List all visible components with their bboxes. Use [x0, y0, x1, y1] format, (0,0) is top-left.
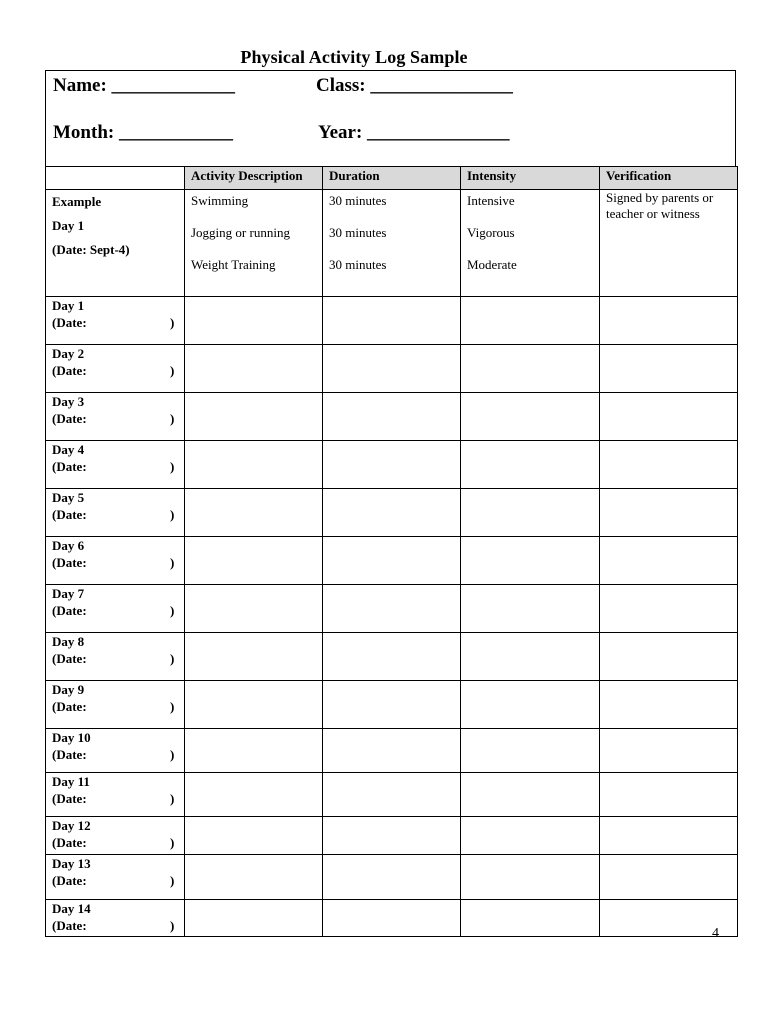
intensity-cell[interactable]: [461, 855, 600, 900]
day-date: [52, 554, 184, 571]
header-duration: Duration: [323, 167, 461, 190]
example-intensity: Moderate: [467, 257, 517, 272]
class-field[interactable]: Class: _______________: [316, 75, 513, 96]
page-title: [46, 47, 738, 68]
activity-cell[interactable]: [185, 900, 323, 937]
day-label: [46, 817, 185, 855]
day-number: Day 7: [52, 586, 85, 601]
day-label: [46, 345, 185, 393]
day-date-label: (Date:: [52, 651, 87, 666]
table-row: [46, 900, 738, 937]
day-number: Day 3: [52, 394, 85, 409]
day-date-close: ): [170, 791, 175, 806]
verification-cell[interactable]: [600, 729, 738, 773]
intensity-cell[interactable]: [461, 773, 600, 817]
verification-cell[interactable]: [600, 297, 738, 345]
day-label: [46, 441, 185, 489]
example-duration: 30 minutes: [329, 257, 387, 272]
intensity-cell[interactable]: [461, 681, 600, 729]
day-date-close: ): [170, 873, 175, 888]
day-date-close: ): [170, 363, 175, 378]
day-number: Day 10: [52, 730, 91, 745]
intensity-cell[interactable]: [461, 489, 600, 537]
example-label-line1: Example: [52, 194, 102, 209]
duration-cell[interactable]: [323, 537, 461, 585]
intensity-cell[interactable]: [461, 585, 600, 633]
day-date-close: ): [170, 603, 175, 618]
day-date-close: ): [170, 411, 175, 426]
day-date-label: (Date:: [52, 603, 87, 618]
duration-cell[interactable]: [323, 441, 461, 489]
verification-cell[interactable]: [600, 855, 738, 900]
activity-cell[interactable]: [185, 817, 323, 855]
day-number: Day 5: [52, 490, 85, 505]
duration-cell[interactable]: [323, 633, 461, 681]
title-text: Physical Activity Log Sample: [240, 47, 468, 67]
header-intensity: Intensity: [461, 167, 600, 190]
activity-cell[interactable]: [185, 773, 323, 817]
day-date-close: ): [170, 918, 175, 933]
day-number: Day 14: [52, 901, 91, 916]
example-duration: 30 minutes: [329, 193, 387, 208]
day-date: [52, 698, 184, 715]
table-row: [46, 817, 738, 855]
day-date-close: ): [170, 835, 175, 850]
day-label: [46, 489, 185, 537]
example-label: [46, 190, 185, 297]
activity-cell[interactable]: [185, 681, 323, 729]
day-date-label: (Date:: [52, 873, 87, 888]
day-date-label: (Date:: [52, 791, 87, 806]
verification-cell[interactable]: [600, 441, 738, 489]
intensity-cell[interactable]: [461, 345, 600, 393]
example-activity: Swimming: [191, 193, 249, 208]
intensity-cell[interactable]: [461, 900, 600, 937]
table-row: [46, 681, 738, 729]
day-date-close: ): [170, 315, 175, 330]
day-date-label: (Date:: [52, 918, 87, 933]
duration-cell[interactable]: [323, 345, 461, 393]
activity-cell[interactable]: [185, 489, 323, 537]
activity-cell[interactable]: [185, 441, 323, 489]
day-date-close: ): [170, 555, 175, 570]
day-date: [52, 746, 184, 763]
duration-cell[interactable]: [323, 585, 461, 633]
verification-cell[interactable]: [600, 345, 738, 393]
verification-cell[interactable]: [600, 585, 738, 633]
day-label: [46, 681, 185, 729]
page-number: 4: [712, 926, 719, 941]
year-field[interactable]: Year: _______________: [318, 122, 510, 143]
day-date-close: ): [170, 699, 175, 714]
day-date: [52, 314, 184, 331]
day-label: [46, 633, 185, 681]
intensity-cell[interactable]: [461, 537, 600, 585]
intensity-cell[interactable]: [461, 393, 600, 441]
day-number: Day 11: [52, 774, 90, 789]
activity-cell[interactable]: [185, 537, 323, 585]
activity-cell[interactable]: [185, 585, 323, 633]
day-number: Day 12: [52, 818, 91, 833]
table-row: [46, 855, 738, 900]
example-duration: 30 minutes: [329, 225, 387, 240]
day-date: [52, 458, 184, 475]
day-date-label: (Date:: [52, 747, 87, 762]
table-row: [46, 537, 738, 585]
example-intensity: Vigorous: [467, 225, 515, 240]
intensity-cell[interactable]: [461, 729, 600, 773]
verification-cell[interactable]: [600, 489, 738, 537]
name-field[interactable]: Name: _____________: [53, 75, 236, 96]
verification-cell[interactable]: [600, 537, 738, 585]
intensity-cell[interactable]: [461, 633, 600, 681]
verification-cell[interactable]: [600, 393, 738, 441]
example-label-line2: Day 1: [52, 218, 85, 233]
day-number: Day 4: [52, 442, 85, 457]
intensity-cell[interactable]: [461, 441, 600, 489]
intensity-cell[interactable]: [461, 817, 600, 855]
day-date: [52, 917, 184, 934]
day-date: [52, 410, 184, 427]
day-date-label: (Date:: [52, 835, 87, 850]
activity-log-table: [45, 166, 738, 937]
month-field[interactable]: Month: ____________: [53, 122, 233, 143]
day-label: [46, 729, 185, 773]
day-label: [46, 585, 185, 633]
day-label: [46, 537, 185, 585]
example-verification: Signed by parents or teacher or witness: [600, 190, 738, 297]
day-number: Day 6: [52, 538, 85, 553]
day-date-label: (Date:: [52, 555, 87, 570]
day-label: [46, 393, 185, 441]
verification-cell[interactable]: [600, 681, 738, 729]
activity-cell[interactable]: [185, 855, 323, 900]
example-label-line3: (Date: Sept-4): [52, 242, 130, 257]
day-date: [52, 790, 184, 807]
duration-cell[interactable]: [323, 681, 461, 729]
duration-cell[interactable]: [323, 900, 461, 937]
day-number: Day 9: [52, 682, 85, 697]
example-durations: [323, 190, 461, 297]
duration-cell[interactable]: [323, 297, 461, 345]
day-date-label: (Date:: [52, 459, 87, 474]
day-date: [52, 834, 184, 851]
verification-cell[interactable]: [600, 633, 738, 681]
day-date: [52, 506, 184, 523]
duration-cell[interactable]: [323, 489, 461, 537]
day-date-label: (Date:: [52, 363, 87, 378]
duration-cell[interactable]: [323, 855, 461, 900]
day-date: [52, 362, 184, 379]
day-date-label: (Date:: [52, 315, 87, 330]
verification-cell[interactable]: [600, 817, 738, 855]
duration-cell[interactable]: [323, 817, 461, 855]
day-label: [46, 855, 185, 900]
day-date-label: (Date:: [52, 699, 87, 714]
example-intensities: [461, 190, 600, 297]
day-number: Day 8: [52, 634, 85, 649]
day-date-close: ): [170, 651, 175, 666]
day-date-label: (Date:: [52, 507, 87, 522]
day-date: [52, 872, 184, 889]
day-date-close: ): [170, 507, 175, 522]
day-label: [46, 773, 185, 817]
example-activities: [185, 190, 323, 297]
table-row: [46, 729, 738, 773]
day-label: [46, 297, 185, 345]
example-row: [46, 190, 738, 297]
table-row: [46, 297, 738, 345]
example-intensity: Intensive: [467, 193, 515, 208]
example-activity: Jogging or running: [191, 225, 290, 240]
table-row: [46, 489, 738, 537]
example-activity: Weight Training: [191, 257, 276, 272]
day-date-label: (Date:: [52, 411, 87, 426]
table-row: [46, 773, 738, 817]
student-info-box: [45, 70, 736, 166]
activity-cell[interactable]: [185, 633, 323, 681]
table-row: [46, 633, 738, 681]
duration-cell[interactable]: [323, 773, 461, 817]
header-verification: Verification: [600, 167, 738, 190]
day-date-close: ): [170, 747, 175, 762]
activity-cell[interactable]: [185, 297, 323, 345]
day-date-close: ): [170, 459, 175, 474]
activity-cell[interactable]: [185, 393, 323, 441]
day-number: Day 13: [52, 856, 91, 871]
day-number: Day 2: [52, 346, 85, 361]
verification-cell[interactable]: [600, 773, 738, 817]
duration-cell[interactable]: [323, 393, 461, 441]
day-date: [52, 650, 184, 667]
header-activity-description: Activity Description: [185, 167, 323, 190]
table-row: [46, 585, 738, 633]
table-header-row: [46, 167, 738, 190]
intensity-cell[interactable]: [461, 297, 600, 345]
duration-cell[interactable]: [323, 729, 461, 773]
header-blank: [46, 167, 185, 190]
table-row: [46, 345, 738, 393]
day-date: [52, 602, 184, 619]
day-number: Day 1: [52, 298, 85, 313]
activity-cell[interactable]: [185, 345, 323, 393]
table-row: [46, 393, 738, 441]
activity-cell[interactable]: [185, 729, 323, 773]
day-label: [46, 900, 185, 937]
table-row: [46, 441, 738, 489]
